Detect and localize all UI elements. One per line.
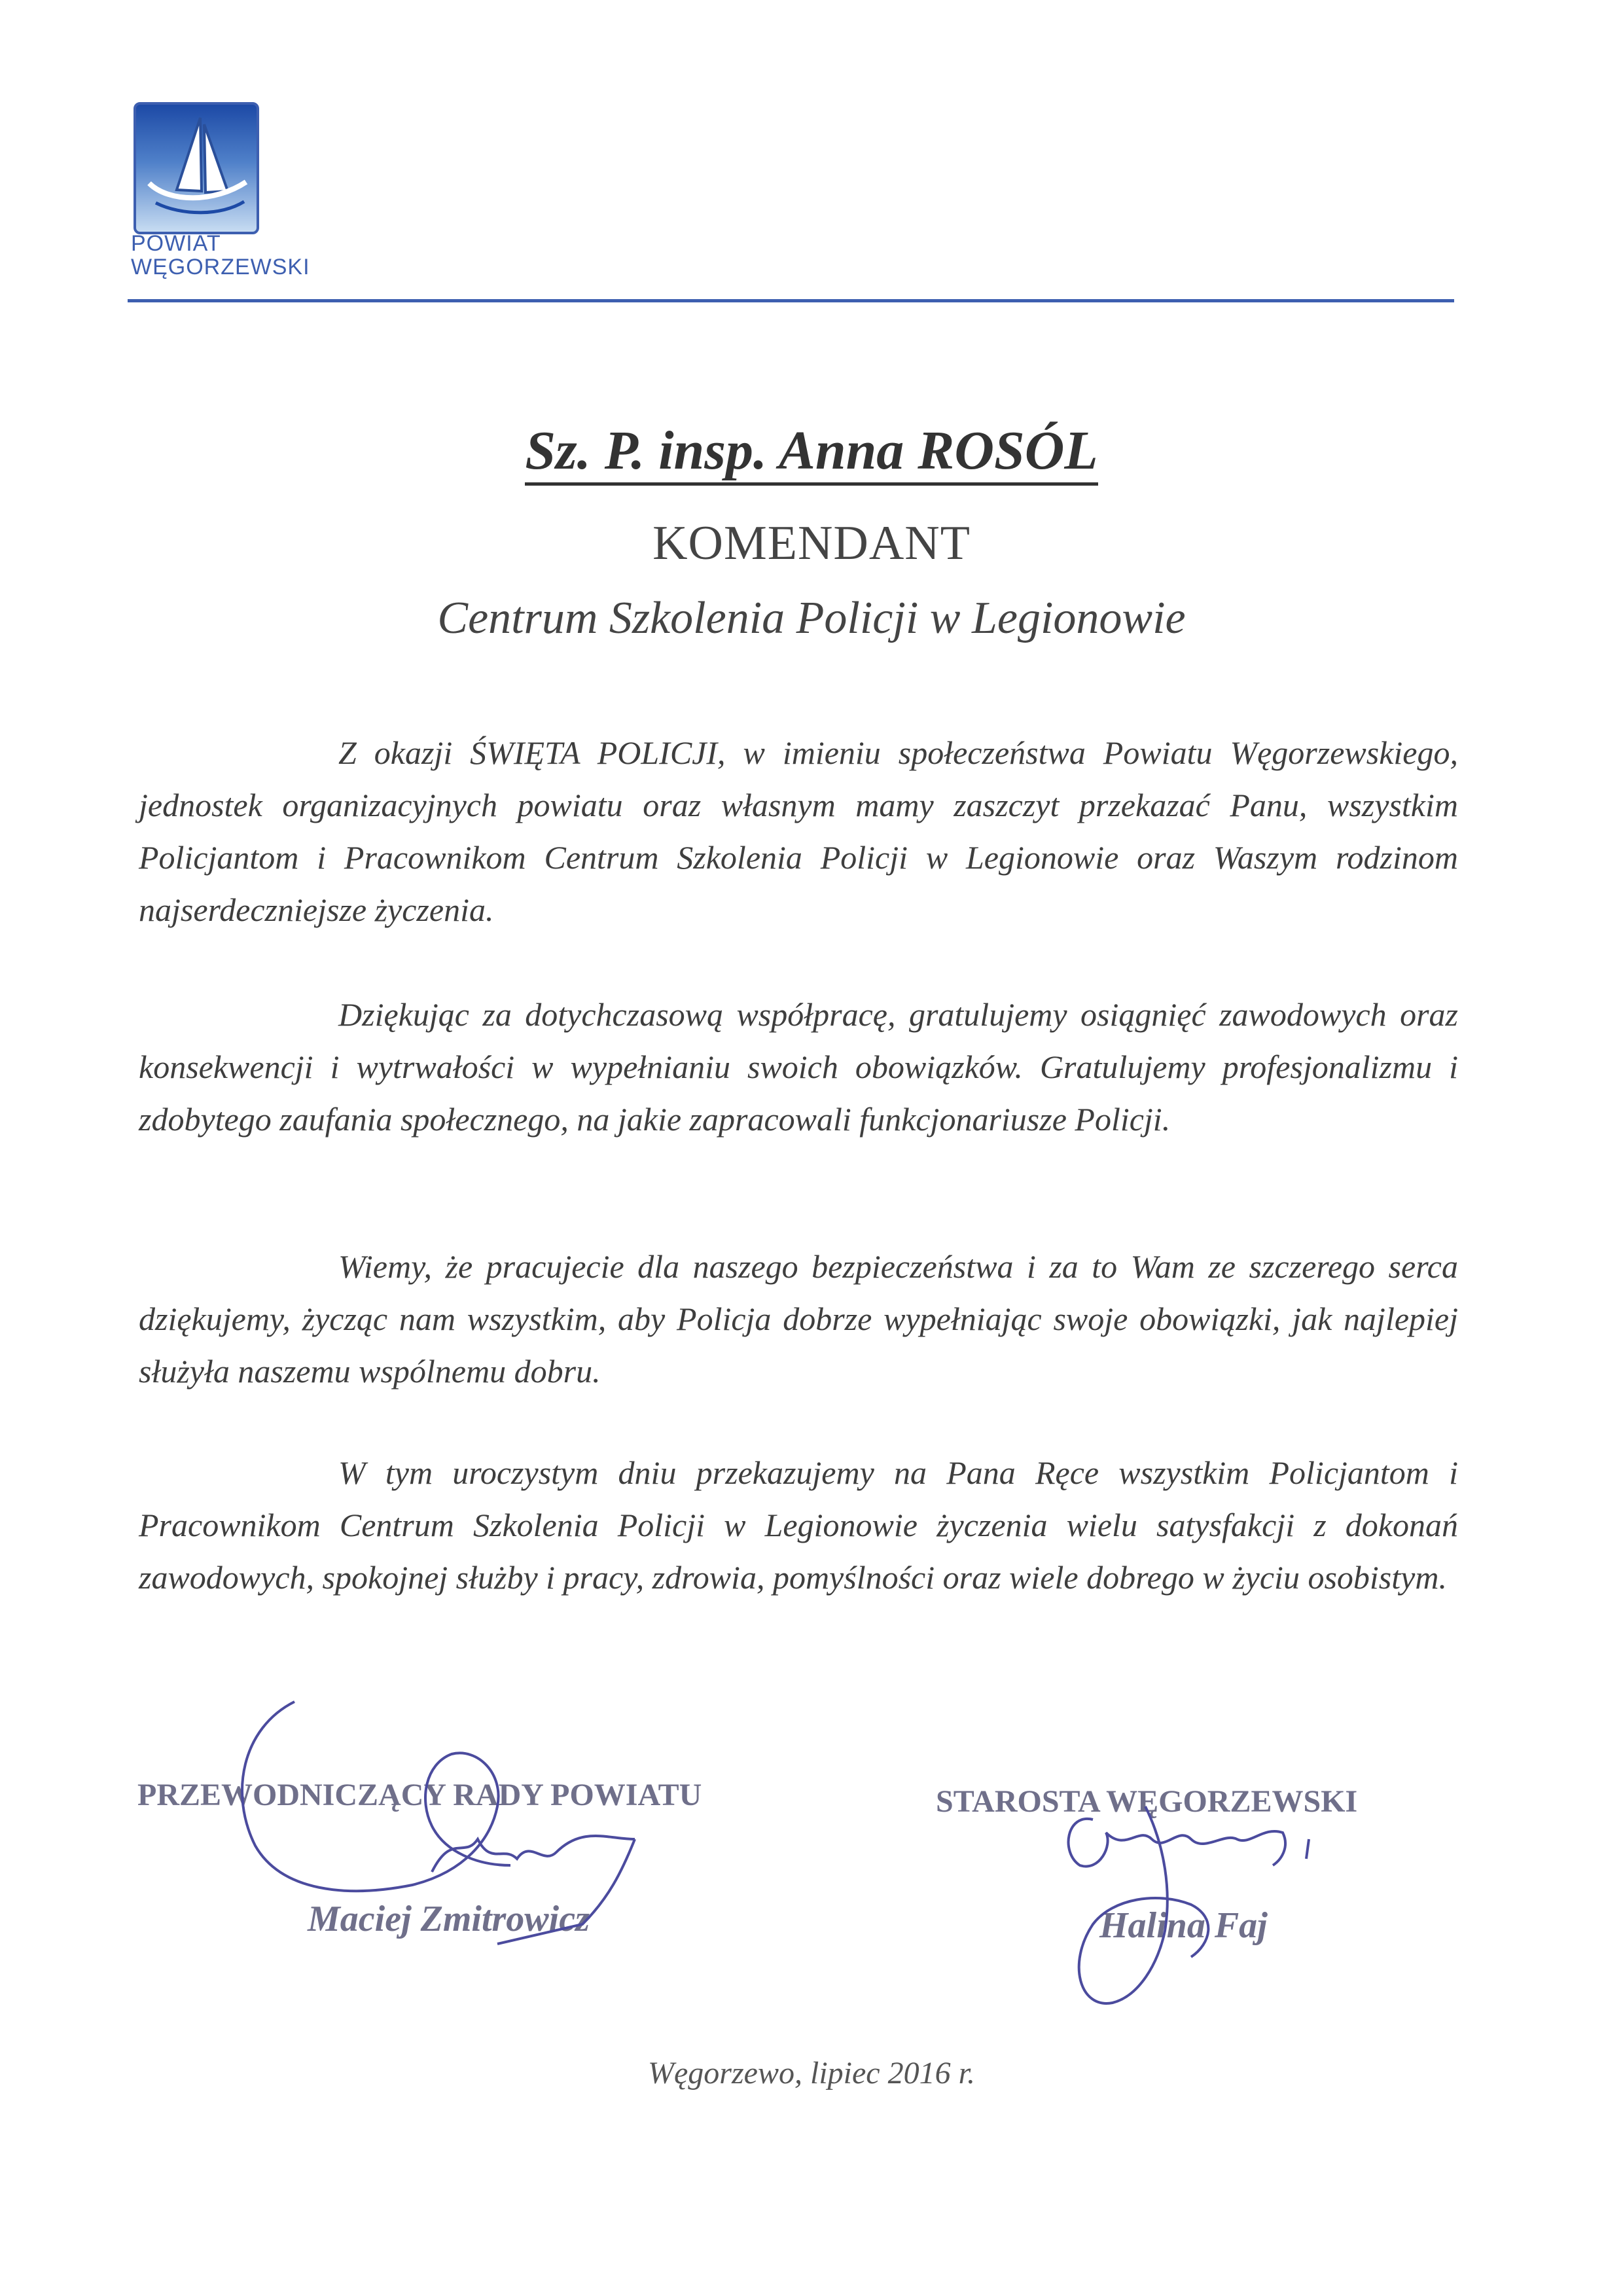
paragraph-text: Dziękując za dotychczasową współpracę, gratulujemy osiągnięć zawodowych oraz konsekwencji i wytrwałości w wypełnianiu swoich obowiązków. Gratulujemy profesjonalizmu i zdobytego zaufania społecznego, na jakie zapracowali funkcjonariusze Policji. [139,996,1458,1138]
letter-paragraph-1 [139,726,1458,936]
addressee-title: KOMENDANT [652,516,971,570]
header-rule [128,299,1454,302]
left-signatory-name: Maciej Zmitrowicz [308,1899,590,1939]
paragraph-text: W tym uroczystym dniu przekazujemy na Pana Ręce wszystkim Policjantom i Pracownikom Centrum Szkolenia Policji w Legionowie życzenia wielu satysfakcji z dokonań zawodowych, spokojnej służby i pracy, zdrowia, pomyślności oraz wiele dobrego w życiu osobistym. [139,1454,1458,1596]
addressee-name [0,419,1623,482]
logo-text-wegorzewski: WĘGORZEWSKI [131,255,310,279]
left-signatory-role: PRZEWODNICZĄCY RADY POWIATU [137,1778,702,1812]
letter-paragraph-3 [139,1240,1458,1397]
right-signatory-role: STAROSTA WĘGORZEWSKI [936,1784,1358,1819]
place-and-date: Węgorzewo, lipiec 2016 r. [648,2056,975,2090]
letter-paragraph-2 [139,988,1458,1145]
letter-paragraph-4 [139,1446,1458,1604]
right-handwritten-signature [1041,1793,1329,2042]
county-logo [130,99,391,289]
paragraph-text: Wiemy, że pracujecie dla naszego bezpieczeństwa i za to Wam ze szczerego serca dziękujemy, życząc nam wszystkim, aby Policja dobrze wypełniając swoje obowiązki, jak najlepiej służyła naszemu wspólnemu dobru. [139,1248,1458,1390]
left-handwritten-signature [216,1676,759,1957]
addressee-name-text: Sz. P. insp. Anna ROSÓL [525,420,1097,486]
right-signatory-name: Halina Faj [1099,1905,1268,1946]
paragraph-text: Z okazji ŚWIĘTA POLICJI, w imieniu społeczeństwa Powiatu Węgorzewskiego, jednostek organizacyjnych powiatu oraz własnym mamy zaszczyt przekazać Panu, wszystkim Policjantom i Pracownikom Centrum Szkolenia Policji w Legionowie oraz Waszym rodzinom najserdeczniejsze życzenia. [139,734,1458,928]
logo-text-powiat: POWIAT [131,231,221,256]
addressee-organization: Centrum Szkolenia Policji w Legionowie [437,593,1186,643]
sailboat-icon [134,102,259,234]
